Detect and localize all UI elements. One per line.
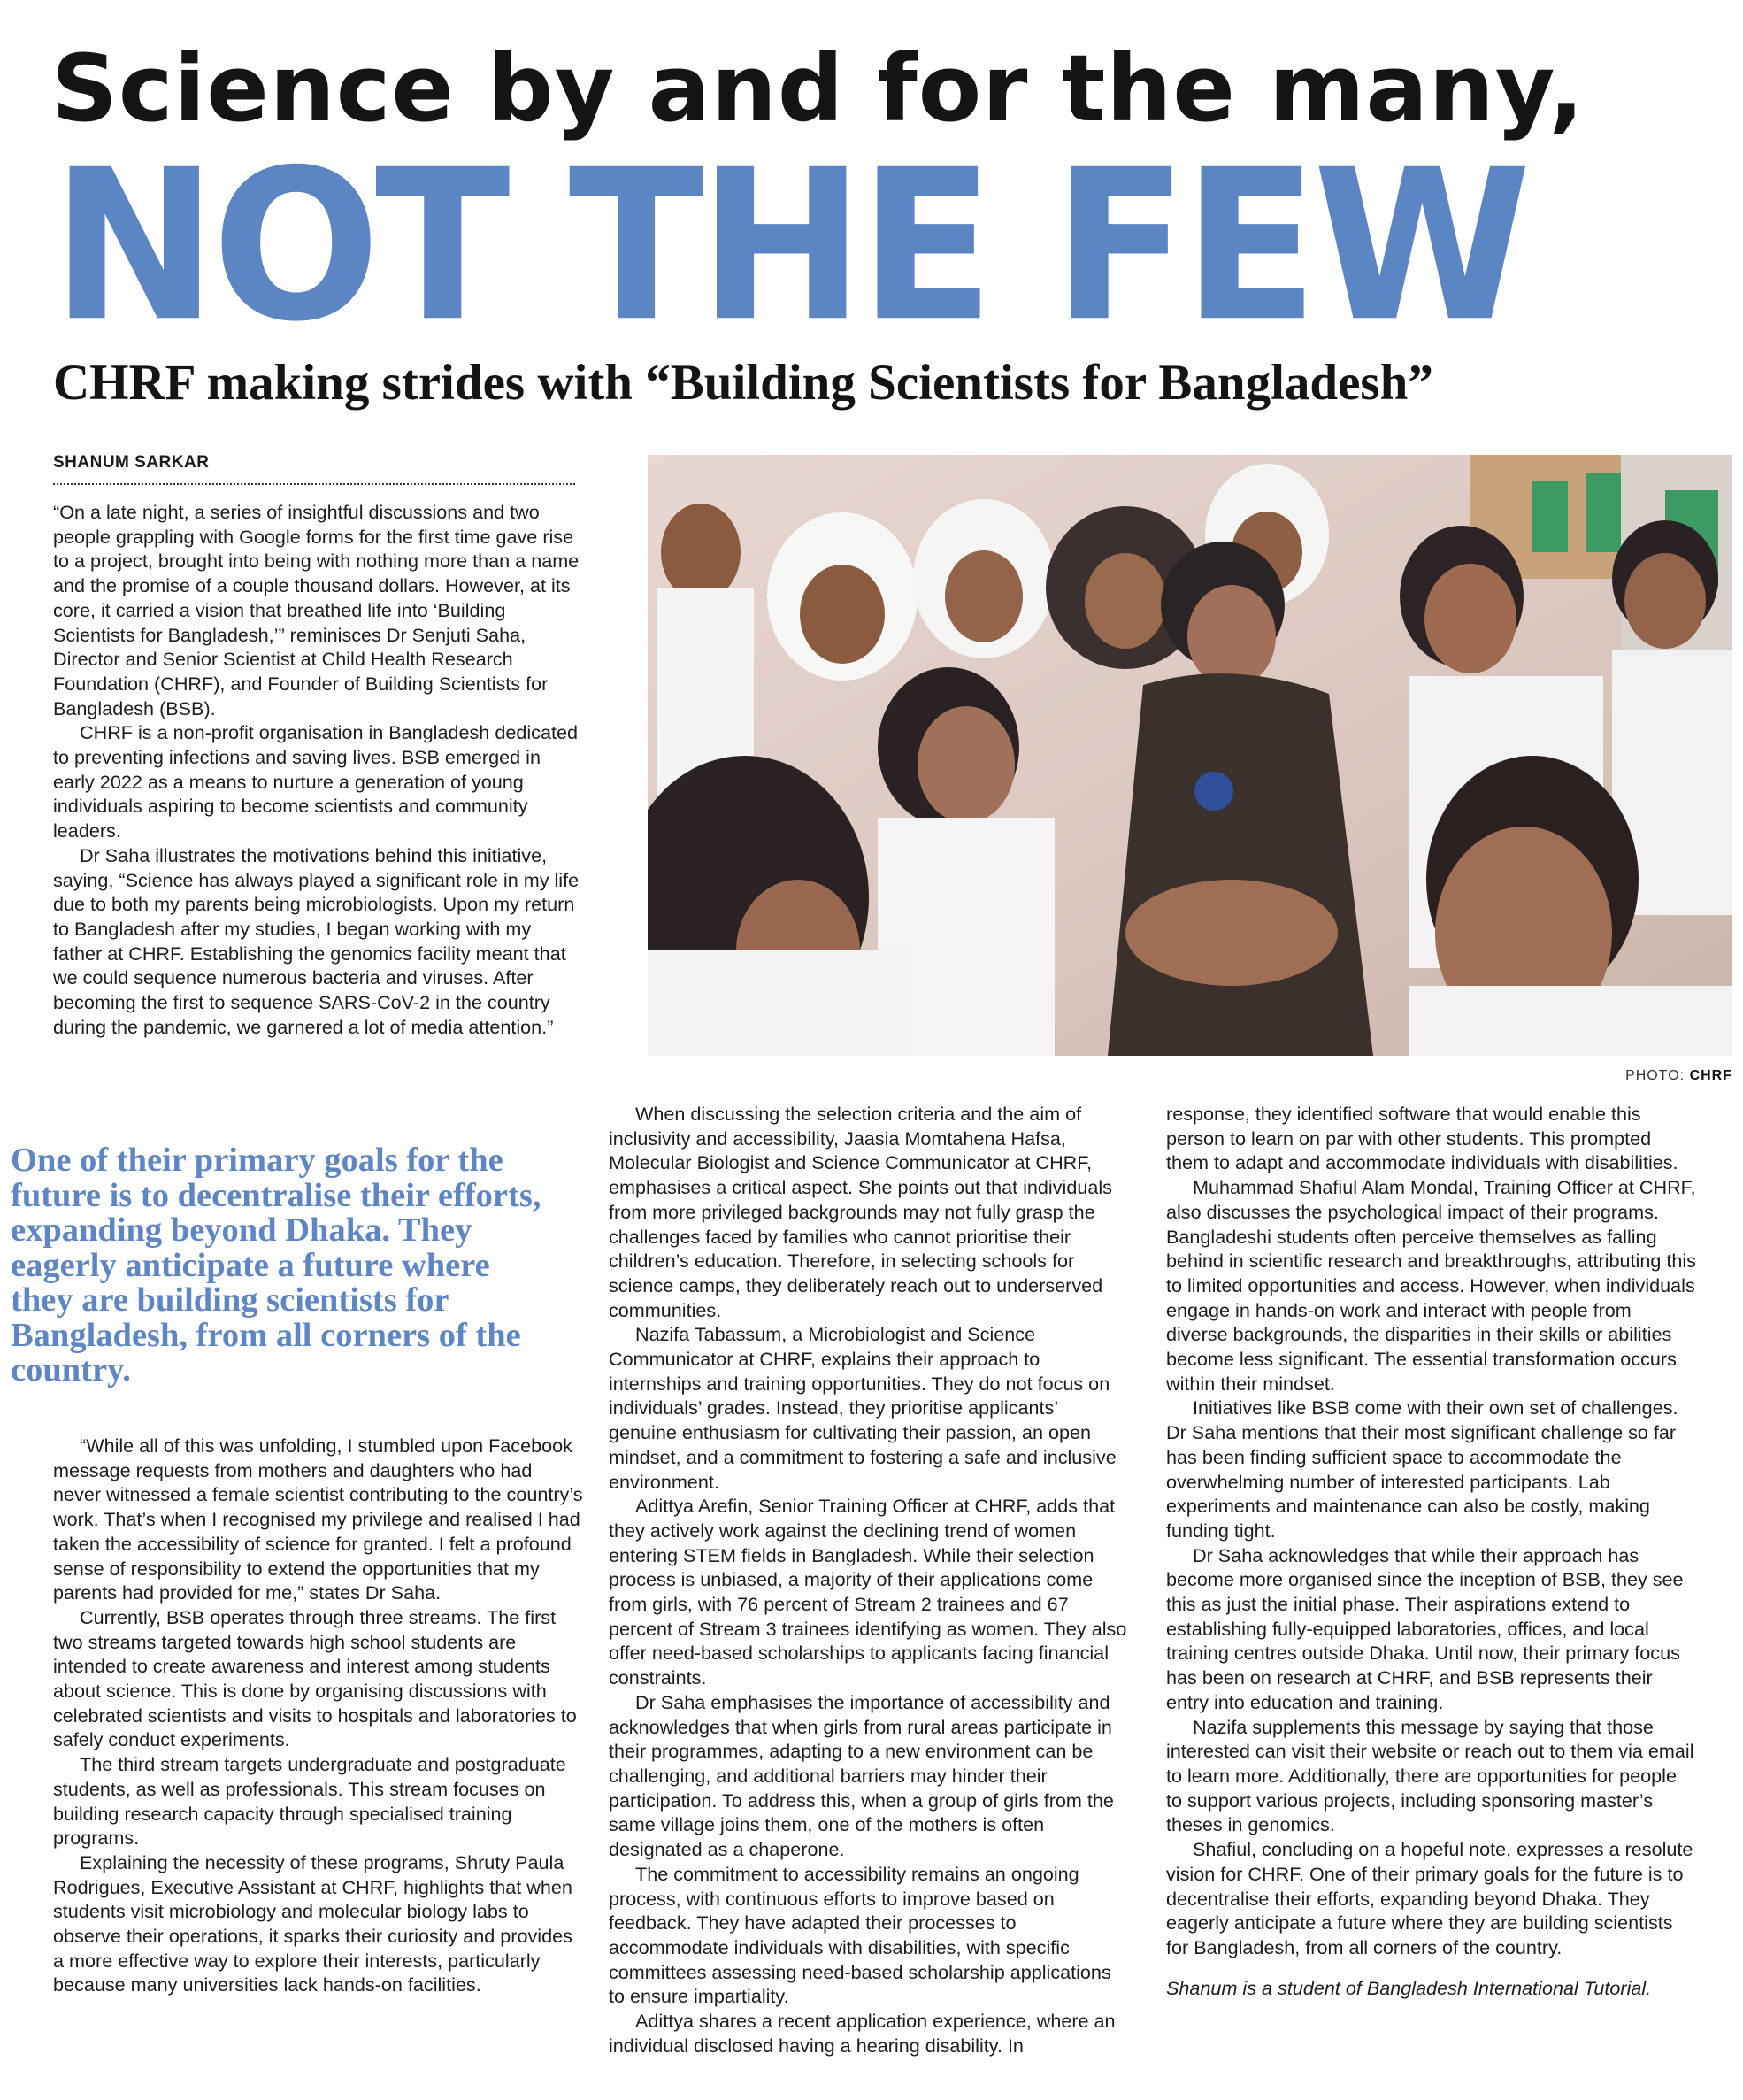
paragraph: response, they identified software that would enable this person to learn on par with other students. This prompted them to adapt and accommodate individuals with disabilities. xyxy=(1166,1103,1678,1174)
author-note: Shanum is a student of Bangladesh International Tutorial. xyxy=(1166,1976,1652,1999)
column-2 xyxy=(609,1102,1131,2058)
paragraph: The third stream targets undergraduate and postgraduate students, as well as professionals. This stream focuses on building research capacity through specialised training programs. xyxy=(53,1753,566,1850)
photo-credit xyxy=(1504,1068,1732,1084)
students-group-photo xyxy=(648,455,1732,1056)
headline-line-2: NOT THE FEW xyxy=(51,124,1527,367)
paragraph: Currently, BSB operates through three streams. The first two streams targeted towards high school students are intended to create awareness and interest among students about science. This is done by organising discussions with celebrated scientists and visits to hospitals and laboratories to safely conduct experiments. xyxy=(53,1605,577,1751)
paragraph: Explaining the necessity of these programs, Shruty Paula Rodrigues, Executive Assistant at CHRF, highlights that when students visit microbiology and molecular biology labs to observe their operations, it sparks their curiosity and provides a more effective way to explore their interests, particularly because many universities lack hands-on facilities. xyxy=(53,1850,572,1996)
paragraph: When discussing the selection criteria and the aim of inclusivity and accessibility, Jaasia Momtahena Hafsa, Molecular Biologist and Science Communicator at CHRF, emphasises a critical aspect. She points out that individuals from more privileged backgrounds may not fully grasp the challenges faced by families who cannot prioritise their children’s education. Therefore, in selecting schools for science camps, they deliberately reach out to underserved communities. xyxy=(609,1103,1112,1321)
column-1-bottom xyxy=(53,1434,584,1997)
paragraph: CHRF is a non-profit organisation in Bangladesh dedicated to preventing infections and saving lives. BSB emerged in early 2022 as a means to nurture a generation of young individuals aspiring to become scientists and community leaders. xyxy=(53,721,578,842)
paragraph: Dr Saha illustrates the motivations behind this initiative, saying, “Science has always played a significant role in my life due to both my parents being microbiologists. Upon my return to Bangladesh after my studies, I began working with my father at CHRF. Establishing the genomics facility meant that we could sequence numerous bacteria and viruses. After becoming the first to sequence SARS-CoV-2 in the country during the pandemic, we garnered a lot of media attention.” xyxy=(53,843,580,1038)
paragraph: The commitment to accessibility remains an ongoing process, with continuous efforts to improve based on feedback. They have adapted their processes to accommodate individuals with disabilities, with specific committees assessing need-based scholarship applications to ensure impartiality. xyxy=(609,1862,1111,2008)
column-3 xyxy=(1166,1102,1697,2000)
headline-line-1: Science by and for the many, xyxy=(51,35,1585,142)
paragraph: Dr Saha emphasises the importance of accessibility and acknowledges that when girls from rural areas participate in their programmes, adapting to a new environment can be challenging, and additional barriers may hinder their participation. To address this, when a group of girls from the same village joins them, one of the mothers is often designated as a chaperone. xyxy=(609,1690,1114,1861)
paragraph: Adittya shares a recent application experience, where an individual disclosed having a hearing disability. In xyxy=(609,2010,1116,2057)
paragraph: Nazifa supplements this message by saying that those interested can visit their website or reach out to them via email to learn more. Additionally, there are opportunities for people to support various projects, including sponsoring master’s theses in genomics. xyxy=(1166,1715,1694,1836)
paragraph: Muhammad Shafiul Alam Mondal, Training Officer at CHRF, also discusses the psychological impact of their programs. Bangladeshi students often perceive themselves as falling behind in scientific research and breakthroughs, attributing this to limited opportunities and access. However, when individuals engage in hands-on work and interact with people from diverse backgrounds, the disparities in their skills or abilities become less significant. The essential transformation occurs within their mindset. xyxy=(1166,1176,1696,1395)
paragraph: Nazifa Tabassum, a Microbiologist and Science Communicator at CHRF, explains their approach to internships and training opportunities. They do not focus on individuals’ grades. Instead, they prioritise applicants’ genuine enthusiasm for cultivating their passion, an open mindset, and a commitment to fostering a safe and inclusive environment. xyxy=(609,1323,1117,1493)
byline: SHANUM SARKAR xyxy=(53,453,575,485)
paragraph: “On a late night, a series of insightful discussions and two people grappling with Google forms for the first time gave rise to a project, brought into being with nothing more than a name and the promise of a couple thousand dollars. However, at its core, it carried a vision that breathed life into ‘Building Scientists for Bangladesh,’” reminisces Dr Senjuti Saha, Director and Senior Scientist at Child Health Research Foundation (CHRF), and Founder of Building Scientists for Bangladesh (BSB). xyxy=(53,501,580,719)
paragraph: Initiatives like BSB come with their own set of challenges. Dr Saha mentions that their most significant challenge so far has been finding sufficient space to accommodate the overwhelming number of interested participants. Lab experiments and maintenance can also be costly, making funding tight. xyxy=(1166,1396,1678,1542)
paragraph: Shafiul, concluding on a hopeful note, expresses a resolute vision for CHRF. One of their primary goals for the future is to decentralise their efforts, expanding beyond Dhaka. They eagerly anticipate a future where they are building scientists for Bangladesh, from all corners of the country. xyxy=(1166,1838,1693,1958)
paragraph: Dr Saha acknowledges that while their approach has become more organised since the inception of BSB, they see this as just the initial phase. Their aspirations extend to establishing fully-equipped laboratories, offices, and local training centres outside Dhaka. Until now, their primary focus has been on research at CHRF, and BSB represents their entry into education and training. xyxy=(1166,1543,1684,1713)
paragraph: “While all of this was unfolding, I stumbled upon Facebook message requests from mothers and daughters who had never witnessed a female scientist contributing to the country’s work. That’s when I recognised my privilege and realised I had taken the accessibility of science for granted. I felt a profound sense of responsibility to extend the opportunities that my parents had provided for me,” states Dr Saha. xyxy=(53,1435,583,1604)
photo-credit-label: PHOTO: xyxy=(1625,1068,1685,1083)
subheadline: CHRF making strides with “Building Scientists for Bangladesh” xyxy=(53,355,1433,411)
photo-credit-source: CHRF xyxy=(1689,1068,1732,1083)
column-1-top xyxy=(53,500,584,1039)
pull-quote: One of their primary goals for the future is to decentralise their efforts, expanding beyond Dhaka. They eagerly anticipate a future where they are building scientists for Bangladesh, from all corners of the country. xyxy=(11,1142,541,1388)
article-photo xyxy=(648,455,1732,1056)
paragraph: Adittya Arefin, Senior Training Officer at CHRF, adds that they actively work against the declining trend of women entering STEM fields in Bangladesh. While their selection process is unbiased, a majority of their applications come from girls, with 76 percent of Stream 2 trainees and 67 percent of Stream 3 trainees identifying as women. They also offer need-based scholarships to applicants facing financial constraints. xyxy=(609,1495,1127,1689)
